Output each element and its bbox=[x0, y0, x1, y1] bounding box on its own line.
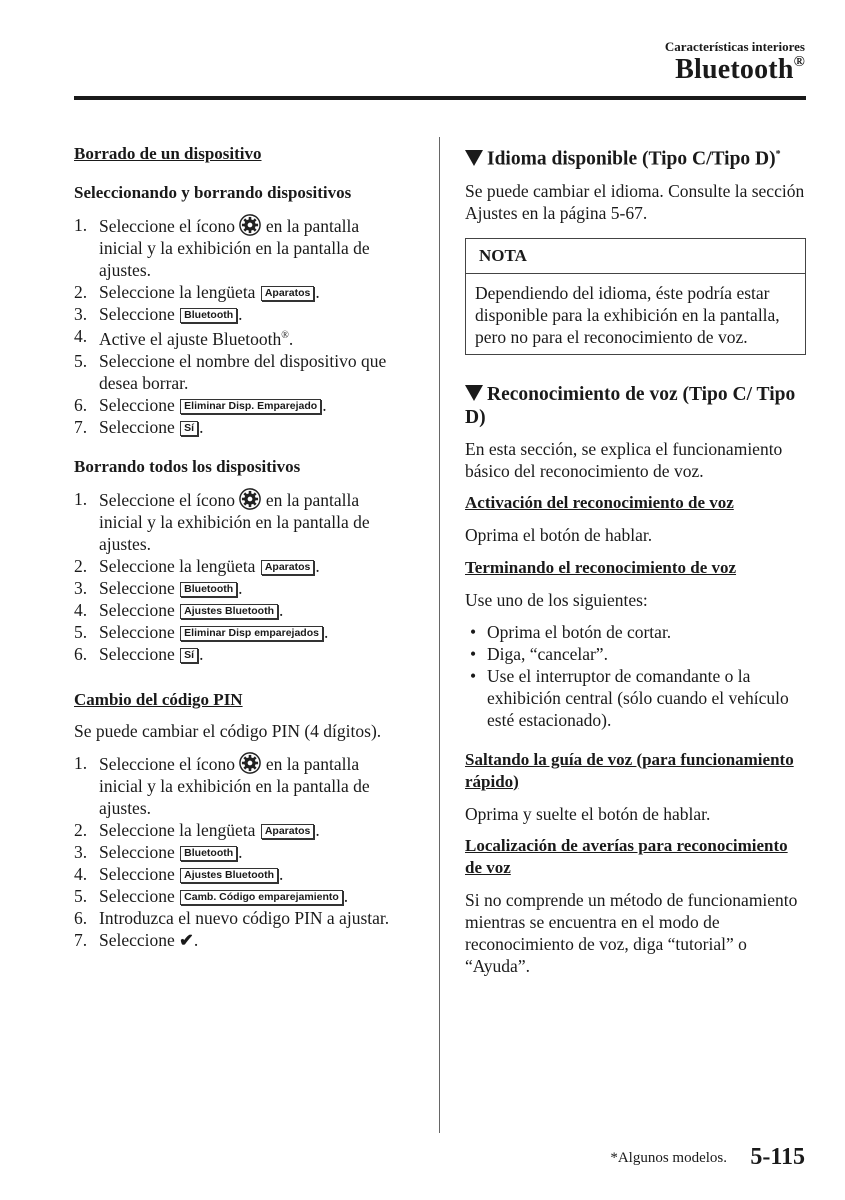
step-text bbox=[99, 819, 406, 841]
heading-select-delete: Seleccionando y borrando dispositivos bbox=[74, 183, 352, 202]
step-text-post: . bbox=[238, 577, 243, 598]
step-text-pre: Seleccione bbox=[99, 841, 175, 862]
nota-body: Dependiendo del idioma, éste podría estar disponible para la exhibición en la pantalla, pero no para el reconocimiento de voz. bbox=[475, 282, 780, 347]
heading-activate: Activación del reconocimiento de voz bbox=[465, 492, 734, 512]
chapter-title-text: Bluetooth bbox=[675, 54, 794, 85]
step-text-post: . bbox=[343, 885, 349, 906]
screen-button-label: Sí bbox=[180, 648, 198, 663]
steps-delete-one bbox=[74, 214, 406, 438]
registered-mark: ® bbox=[281, 330, 289, 341]
step-item bbox=[74, 303, 406, 325]
step-text bbox=[99, 752, 406, 819]
steps-pin-change bbox=[74, 752, 406, 951]
step-text-post: . bbox=[323, 621, 329, 642]
screen-button-label: Bluetooth bbox=[180, 582, 237, 597]
step-text-post: en la pantalla inicial y la exhibición en la pantalla de ajustes. bbox=[99, 489, 370, 554]
screen-button-label: Camb. Código emparejamiento bbox=[180, 890, 343, 905]
step-text-pre: Seleccione la lengüeta bbox=[99, 555, 256, 576]
step-item bbox=[74, 752, 406, 819]
bullet-item bbox=[465, 621, 806, 643]
step-text bbox=[99, 643, 406, 665]
step-text-pre: Seleccione la lengüeta bbox=[99, 282, 256, 302]
bullet-dot-icon: • bbox=[470, 621, 477, 642]
step-text-pre: Seleccione la lengüeta bbox=[99, 819, 256, 840]
step-item bbox=[74, 488, 406, 555]
step-number: 4. bbox=[74, 326, 88, 346]
step-text bbox=[99, 929, 406, 951]
step-text-post: . bbox=[288, 328, 294, 349]
step-number: 1. bbox=[74, 752, 88, 773]
section-title: Características interiores bbox=[664, 39, 805, 54]
step-item bbox=[74, 214, 406, 281]
step-number: 3. bbox=[74, 577, 88, 598]
pin-intro: Se puede cambiar el código PIN (4 dígitos). bbox=[74, 720, 382, 741]
step-text bbox=[99, 907, 406, 929]
heading-end-voice: Terminando el reconocimiento de voz bbox=[465, 557, 737, 577]
step-number: 6. bbox=[74, 907, 88, 928]
step-text-post: . bbox=[315, 555, 320, 576]
voice-intro: En esta sección, se explica el funcionamiento básico del reconocimiento de voz. bbox=[465, 438, 783, 481]
step-text bbox=[99, 863, 406, 885]
step-text bbox=[99, 577, 406, 599]
footnote-mark: * bbox=[775, 149, 781, 160]
step-number: 2. bbox=[74, 555, 88, 576]
settings-gear-icon bbox=[239, 488, 261, 510]
step-text bbox=[99, 885, 406, 907]
screen-button-label: Ajustes Bluetooth bbox=[180, 868, 278, 883]
bullet-item bbox=[465, 643, 806, 665]
step-text bbox=[99, 599, 406, 621]
step-number: 2. bbox=[74, 819, 88, 840]
settings-gear-icon bbox=[239, 752, 261, 774]
screen-button-label: Ajustes Bluetooth bbox=[180, 604, 278, 619]
step-item bbox=[74, 599, 406, 621]
step-text-pre: Seleccione bbox=[99, 863, 175, 884]
step-item bbox=[74, 555, 406, 577]
heading-voice-text: Reconocimiento de voz (Tipo C/ Tipo D) bbox=[465, 383, 796, 428]
step-number: 1. bbox=[74, 488, 88, 509]
heading-delete-all: Borrando todos los dispositivos bbox=[74, 456, 301, 476]
bullet-text: Use el interruptor de comandante o la exhibición central (sólo cuando el vehículo esté estacionado). bbox=[487, 665, 789, 730]
step-text bbox=[99, 555, 406, 577]
column-divider bbox=[439, 137, 440, 1133]
heading-voice bbox=[465, 383, 806, 429]
step-number: 7. bbox=[74, 416, 88, 437]
step-text-pre: Seleccione bbox=[99, 599, 175, 620]
step-text-post: . bbox=[279, 863, 284, 884]
step-text-pre: Introduzca el nuevo código PIN a ajustar. bbox=[99, 907, 390, 928]
step-number: 4. bbox=[74, 599, 88, 620]
step-text bbox=[99, 841, 406, 863]
step-item bbox=[74, 643, 406, 665]
bullet-text: Oprima el botón de cortar. bbox=[487, 621, 672, 642]
screen-button-label: Sí bbox=[180, 421, 198, 436]
bullet-text: Diga, “cancelar”. bbox=[487, 643, 608, 664]
step-text bbox=[99, 214, 406, 281]
step-item bbox=[74, 350, 406, 394]
step-text bbox=[99, 488, 406, 555]
step-text-pre: Seleccione bbox=[99, 416, 175, 437]
language-text: Se puede cambiar el idioma. Consulte la sección Ajustes en la página 5-67. bbox=[465, 180, 805, 223]
step-number: 1. bbox=[74, 215, 88, 235]
end-options-list bbox=[465, 621, 806, 731]
step-item bbox=[74, 907, 406, 929]
skip-text: Oprima y suelte el botón de hablar. bbox=[465, 803, 711, 824]
troubleshoot-text: Si no comprende un método de funcionamiento mientras se encuentra en el modo de reconocimiento de voz, diga “tutorial” o “Ayuda”. bbox=[465, 889, 798, 976]
heading-troubleshoot: Localización de averías para reconocimiento de voz bbox=[465, 835, 788, 877]
screen-button-label: Aparatos bbox=[261, 824, 315, 839]
step-item bbox=[74, 841, 406, 863]
step-text-pre: Seleccione el nombre del dispositivo que desea borrar. bbox=[99, 350, 387, 393]
footnote: *Algunos modelos. bbox=[610, 1150, 727, 1166]
step-text bbox=[99, 303, 406, 325]
right-column bbox=[465, 143, 806, 977]
nota-heading: NOTA bbox=[466, 239, 805, 274]
step-text-post: . bbox=[315, 282, 320, 302]
step-text-post: . bbox=[199, 643, 204, 664]
nota-box bbox=[465, 238, 806, 355]
heading-pin-change: Cambio del código PIN bbox=[74, 689, 243, 709]
heading-delete-device: Borrado de un dispositivo bbox=[74, 144, 262, 163]
step-text-post: . bbox=[199, 416, 204, 437]
step-text-pre: Seleccione el ícono bbox=[99, 489, 236, 510]
step-item bbox=[74, 325, 406, 350]
step-text-pre: Seleccione bbox=[99, 885, 175, 906]
step-text-pre: Seleccione bbox=[99, 643, 175, 664]
heading-language bbox=[465, 143, 806, 171]
heading-skip-guide: Saltando la guía de voz (para funcionamiento rápido) bbox=[465, 749, 794, 791]
step-text-post: . bbox=[193, 929, 199, 950]
bullet-dot-icon: • bbox=[470, 665, 477, 686]
checkmark-icon: ✔ bbox=[179, 929, 194, 950]
step-text-pre: Seleccione bbox=[99, 394, 175, 415]
step-text-post: . bbox=[238, 841, 243, 862]
step-text bbox=[99, 281, 406, 303]
steps-delete-all bbox=[74, 488, 406, 665]
step-number: 2. bbox=[74, 282, 88, 302]
step-text-pre: Seleccione bbox=[99, 304, 175, 324]
step-item bbox=[74, 416, 406, 438]
step-text-pre: Seleccione el ícono bbox=[99, 216, 236, 236]
end-text: Use uno de los siguientes: bbox=[465, 589, 648, 610]
step-number: 5. bbox=[74, 885, 88, 906]
screen-button-label: Eliminar Disp. Emparejado bbox=[180, 399, 321, 414]
left-column bbox=[74, 143, 406, 951]
step-text-post: en la pantalla inicial y la exhibición en la pantalla de ajustes. bbox=[99, 216, 370, 280]
heading-language-text: Idioma disponible (Tipo C/Tipo D) bbox=[487, 148, 776, 170]
step-text-pre: Seleccione bbox=[99, 621, 175, 642]
step-number: 6. bbox=[74, 394, 88, 415]
bullet-dot-icon: • bbox=[470, 643, 477, 664]
screen-button-label: Aparatos bbox=[261, 286, 315, 301]
step-number: 5. bbox=[74, 350, 88, 371]
step-item bbox=[74, 819, 406, 841]
screen-button-label: Eliminar Disp emparejados bbox=[180, 626, 323, 641]
screen-button-label: Aparatos bbox=[261, 560, 315, 575]
page-number: 5-115 bbox=[750, 1144, 805, 1170]
step-text-pre: Seleccione bbox=[99, 577, 175, 598]
step-text bbox=[99, 416, 406, 438]
step-item bbox=[74, 929, 406, 951]
screen-button-label: Bluetooth bbox=[180, 308, 237, 323]
triangle-bullet-icon bbox=[465, 150, 483, 166]
step-number: 7. bbox=[74, 929, 88, 950]
header-rule bbox=[74, 96, 806, 100]
step-number: 5. bbox=[74, 621, 88, 642]
step-text-pre: Active el ajuste Bluetooth bbox=[99, 328, 282, 349]
step-text-pre: Seleccione bbox=[99, 929, 175, 950]
step-number: 6. bbox=[74, 643, 88, 664]
registered-mark: ® bbox=[793, 54, 805, 70]
step-text-post: . bbox=[279, 599, 284, 620]
step-text-post: . bbox=[322, 394, 327, 415]
step-item bbox=[74, 577, 406, 599]
step-number: 4. bbox=[74, 863, 88, 884]
step-text-pre: Seleccione el ícono bbox=[99, 753, 236, 774]
step-text bbox=[99, 325, 406, 350]
step-text-post: . bbox=[315, 819, 320, 840]
step-item bbox=[74, 885, 406, 907]
step-item bbox=[74, 394, 406, 416]
step-number: 3. bbox=[74, 841, 88, 862]
screen-button-label: Bluetooth bbox=[180, 846, 237, 861]
step-text-post: . bbox=[238, 304, 243, 324]
step-text bbox=[99, 350, 406, 394]
step-item bbox=[74, 863, 406, 885]
bullet-item bbox=[465, 665, 806, 731]
step-text-post: en la pantalla inicial y la exhibición en la pantalla de ajustes. bbox=[99, 753, 370, 818]
step-text bbox=[99, 621, 406, 643]
step-item bbox=[74, 281, 406, 303]
triangle-bullet-icon bbox=[465, 385, 483, 401]
step-text bbox=[99, 394, 406, 416]
chapter-title bbox=[675, 54, 805, 86]
activate-text: Oprima el botón de hablar. bbox=[465, 524, 653, 545]
step-number: 3. bbox=[74, 304, 88, 324]
settings-gear-icon bbox=[239, 214, 261, 236]
step-item bbox=[74, 621, 406, 643]
